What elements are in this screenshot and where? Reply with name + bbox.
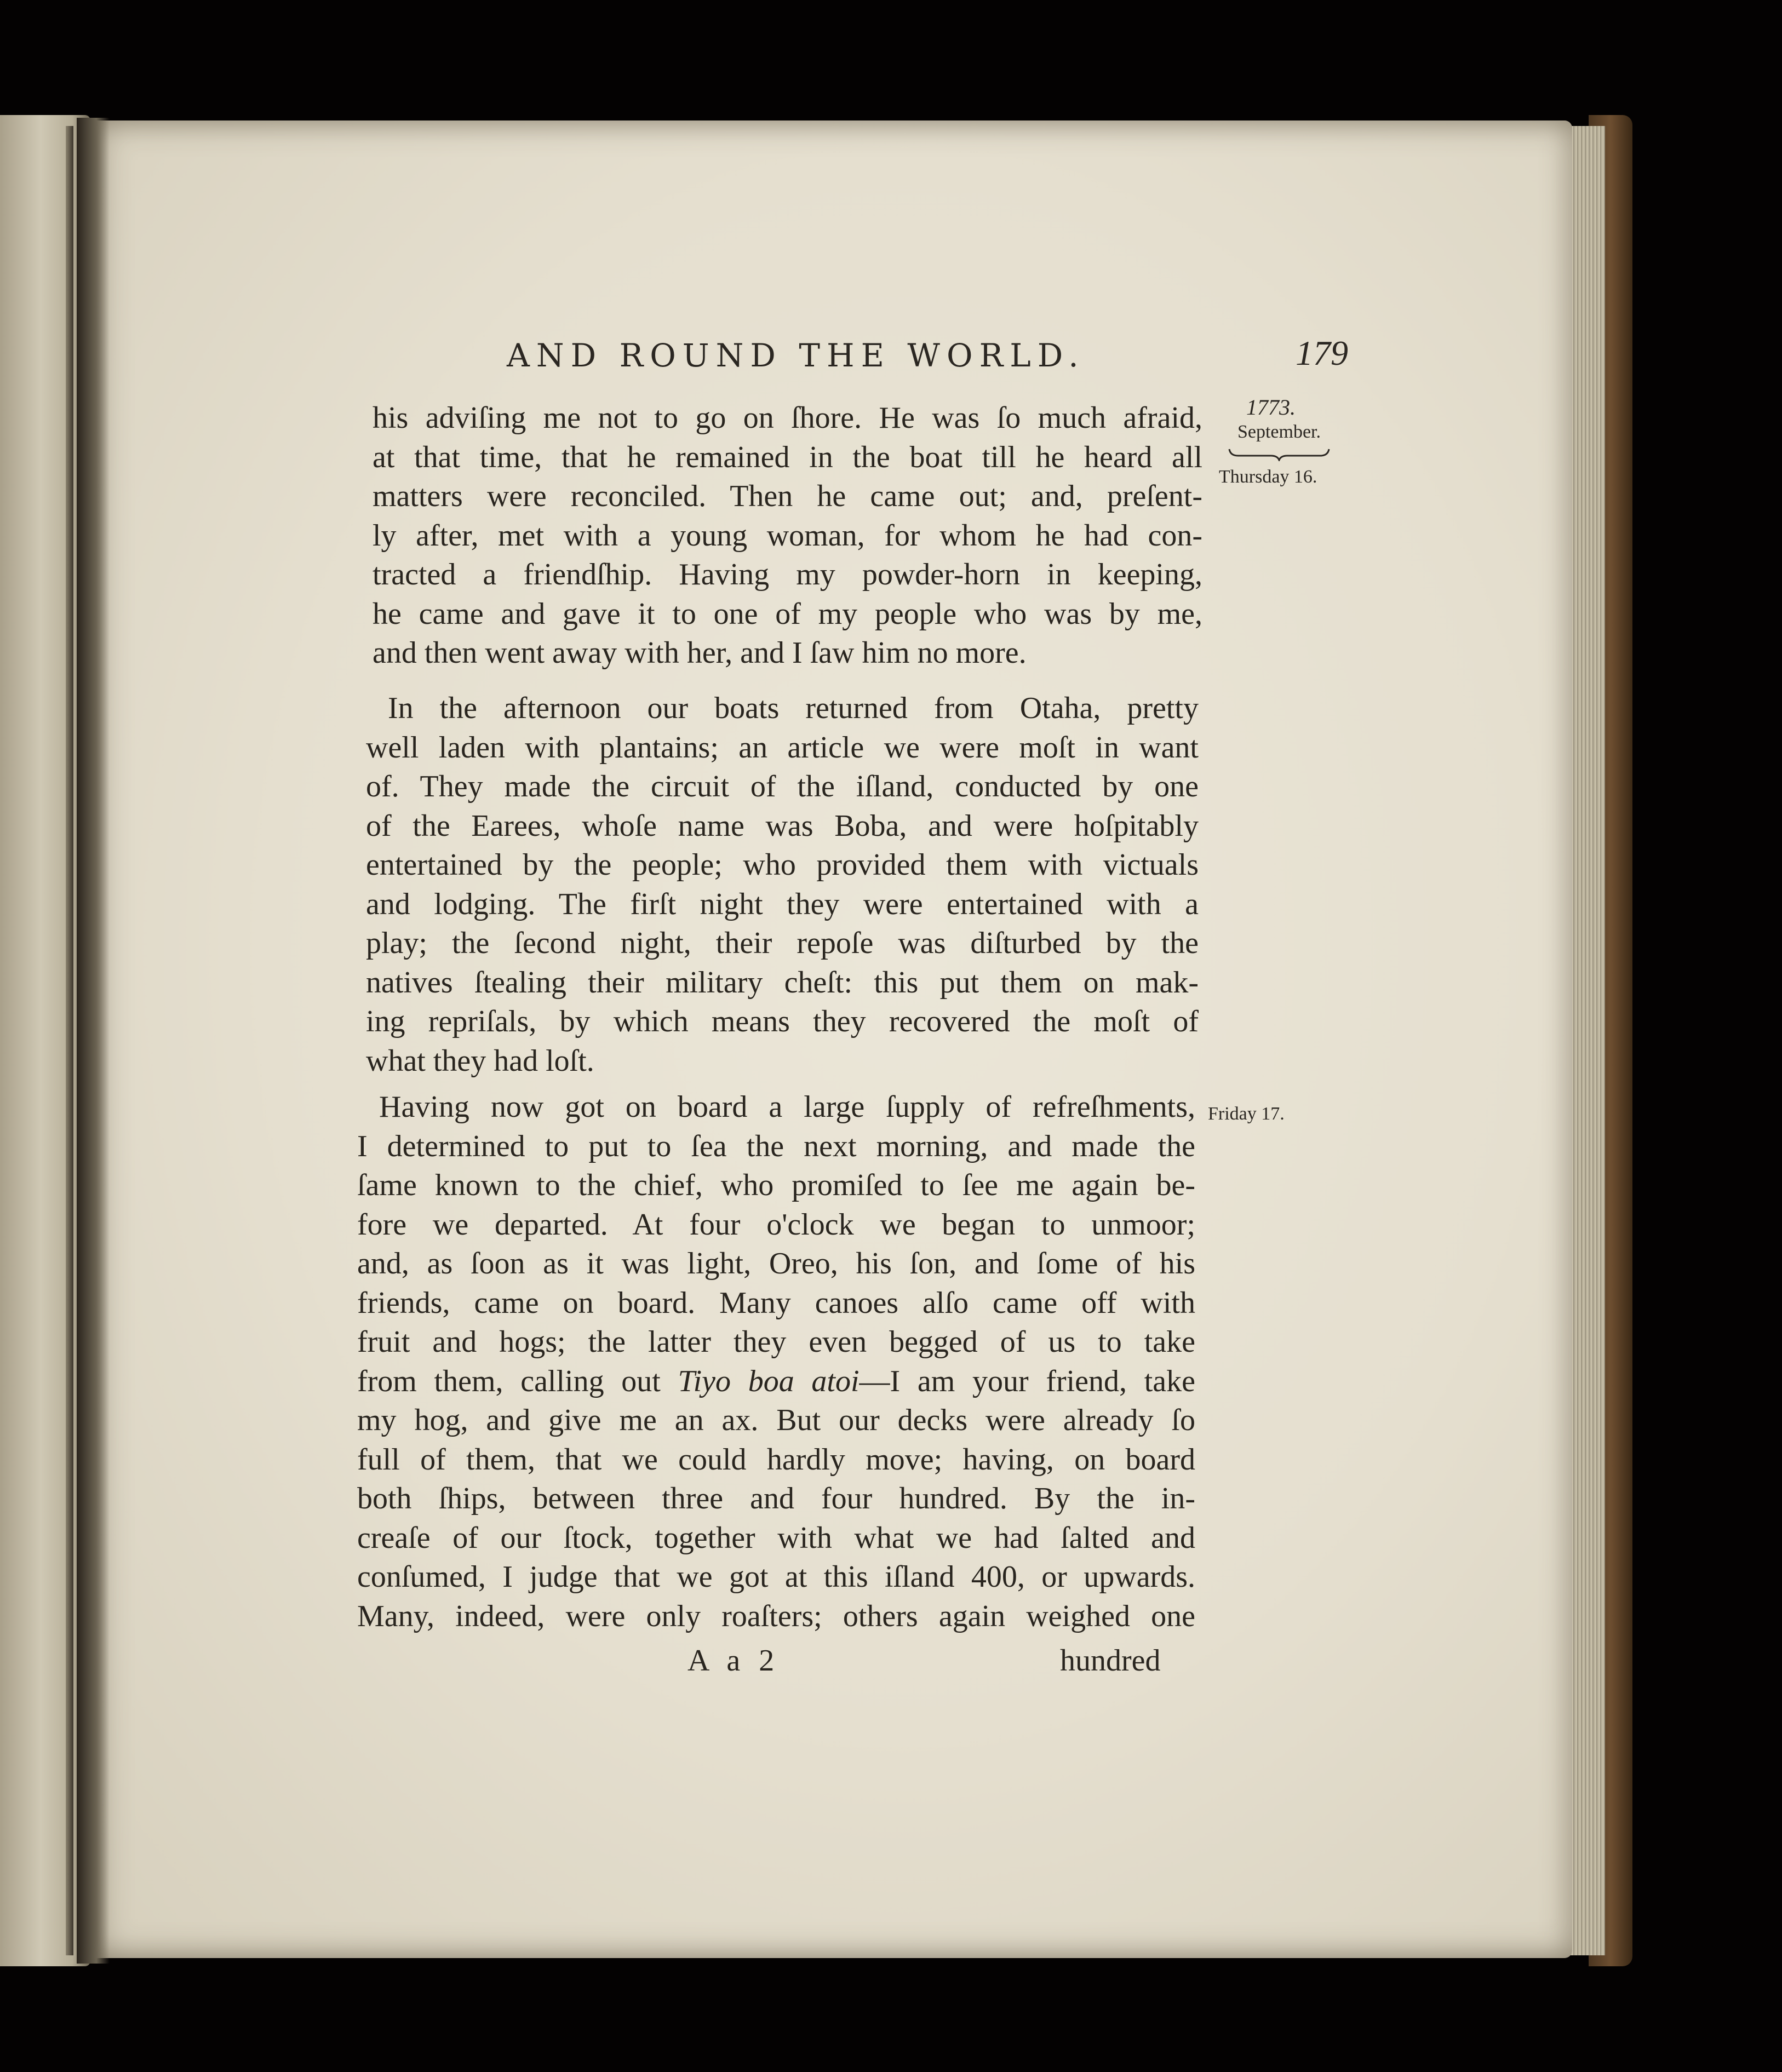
text-line: my hog, and give me an ax. But our decks were already ſo [357, 1403, 1195, 1437]
text-line: conſumed, I judge that we got at this iſland 400, or upwards. [357, 1560, 1195, 1594]
text-line: In the afternoon our boats returned from Otaha, pretty [388, 691, 1199, 725]
text-line: I determined to put to ſea the next morning, and made the [357, 1129, 1195, 1163]
italic-line-suffix: —I am your friend, take [859, 1364, 1195, 1398]
text-line: fore we departed. At four o'clock we began to unmoor; [357, 1207, 1195, 1242]
italic-phrase: Tiyo boa atoi [678, 1364, 860, 1398]
margin-note-year: 1773. [1246, 395, 1296, 420]
margin-note-month: September. [1237, 422, 1321, 442]
page-number: 179 [1296, 334, 1348, 372]
text-line: his adviſing me not to go on ſhore. He was ſo much afraid, [373, 401, 1202, 435]
text-line: tracted a friendſhip. Having my powder-horn in keeping, [373, 558, 1202, 592]
text-line: ing repriſals, by which means they recovered the moſt of [366, 1005, 1199, 1038]
text-line: he came and gave it to one of my people who was by me, [373, 596, 1202, 631]
gutter-shadow [77, 118, 110, 1964]
text-line: and then went away with her, and I ſaw him no more. [373, 636, 1027, 670]
text-line: of. They made the circuit of the iſland, conducted by one [366, 770, 1199, 803]
text-line: fruit and hogs; the latter they even begged of us to take [357, 1325, 1195, 1359]
text-line: natives ſtealing their military cheſt: this put them on mak- [366, 965, 1199, 1000]
text-line: matters were reconciled. Then he came out; and, preſent- [373, 479, 1202, 513]
text-line: creaſe of our ſtock, together with what we had ſalted and [357, 1520, 1195, 1555]
signature-mark: A a 2 [687, 1644, 780, 1678]
text-line: well laden with plantains; an article we were moſt in want [366, 730, 1199, 765]
margin-brace-icon [1227, 448, 1331, 461]
text-line: Many, indeed, were only roaſters; others again weighed one [357, 1599, 1195, 1633]
text-line: ly after, met with a young woman, for whom he had con- [373, 518, 1202, 553]
text-line: ſame known to the chief, who promiſed to ſee me again be- [357, 1168, 1195, 1202]
paragraph-1 [373, 399, 1202, 673]
facing-page-shadow [66, 126, 73, 1955]
text-line: play; the ſecond night, their repoſe was diſturbed by the [366, 926, 1199, 960]
margin-note-thursday: Thursday 16. [1219, 467, 1317, 487]
running-head: AND ROUND THE WORLD. [507, 337, 1085, 374]
catchword: hundred [1060, 1644, 1161, 1678]
text-line: and, as ſoon as it was light, Oreo, his ſon, and ſome of his [357, 1247, 1195, 1281]
paragraph-3 [357, 1088, 1195, 1636]
text-line: entertained by the people; who provided them with victuals [366, 848, 1199, 882]
text-line: and lodging. The firſt night they were entertained with a [366, 887, 1199, 921]
text-line: friends, came on board. Many canoes alſo came off with [357, 1285, 1195, 1320]
text-line: full of them, that we could hardly move; having, on board [357, 1442, 1195, 1477]
italic-line-prefix: from them, calling out [357, 1364, 678, 1398]
text-line: at that time, that he remained in the boat till he heard all [373, 440, 1202, 474]
text-line: both ſhips, between three and four hundred. By the in- [357, 1482, 1195, 1516]
text-line: Having now got on board a large ſupply of refreſhments, [379, 1090, 1195, 1124]
margin-note-friday: Friday 17. [1208, 1104, 1285, 1124]
paragraph-2 [366, 689, 1199, 1081]
text-line-with-italic [357, 1362, 1195, 1402]
text-line: of the Earees, whoſe name was Boba, and were hoſpitably [366, 808, 1199, 843]
text-line: what they had loſt. [366, 1043, 594, 1078]
